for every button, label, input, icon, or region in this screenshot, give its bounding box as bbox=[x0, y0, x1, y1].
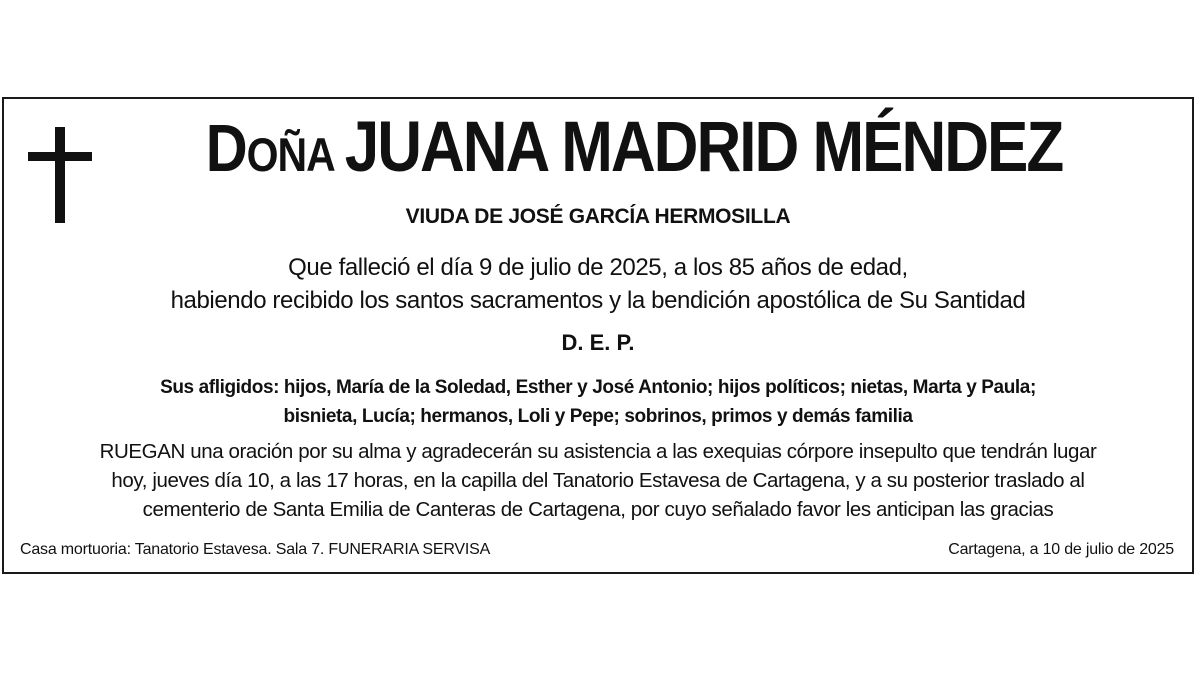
prayer-line: cementerio de Santa Emilia de Canteras de Cartagena, por cuyo señalado favor les anticipan las gracias bbox=[142, 498, 1054, 521]
prayer-line: hoy, jueves día 10, a las 17 horas, en la capilla del Tanatorio Estavesa de Cartagena, y a su posterior traslado al bbox=[111, 469, 1085, 492]
widow-of-line: VIUDA DE JOSÉ GARCÍA HERMOSILLA bbox=[405, 205, 791, 228]
family-line: bisnieta, Lucía; hermanos, Loli y Pepe; sobrinos, primos y demás familia bbox=[283, 406, 913, 427]
title-prefix: Doña bbox=[205, 111, 335, 186]
rest-in-peace: D. E. P. bbox=[561, 330, 635, 355]
prayer-line: RUEGAN una oración por su alma y agradecerán su asistencia a las exequias córpore insepulto que tendrán lugar bbox=[99, 440, 1097, 463]
family-line: Sus afligidos: hijos, María de la Soledad, Esther y José Antonio; hijos políticos; nietas, Marta y Paula; bbox=[160, 377, 1036, 398]
death-line: Que falleció el día 9 de julio de 2025, a los 85 años de edad, bbox=[288, 254, 908, 281]
prayer-request bbox=[4, 437, 1192, 524]
obituary-notice bbox=[2, 97, 1194, 574]
place-and-date: Cartagena, a 10 de julio de 2025 bbox=[948, 541, 1174, 558]
funeral-home-info: Casa mortuoria: Tanatorio Estavesa. Sala 7. FUNERARIA SERVISA bbox=[20, 541, 491, 558]
death-line: habiendo recibido los santos sacramentos y la bendición apostólica de Su Santidad bbox=[170, 287, 1026, 314]
death-announcement bbox=[4, 251, 1192, 317]
deceased-full-name: JUANA MADRID MÉNDEZ bbox=[344, 107, 1063, 188]
family-mourners bbox=[4, 373, 1192, 431]
deceased-name-heading bbox=[124, 107, 1144, 188]
